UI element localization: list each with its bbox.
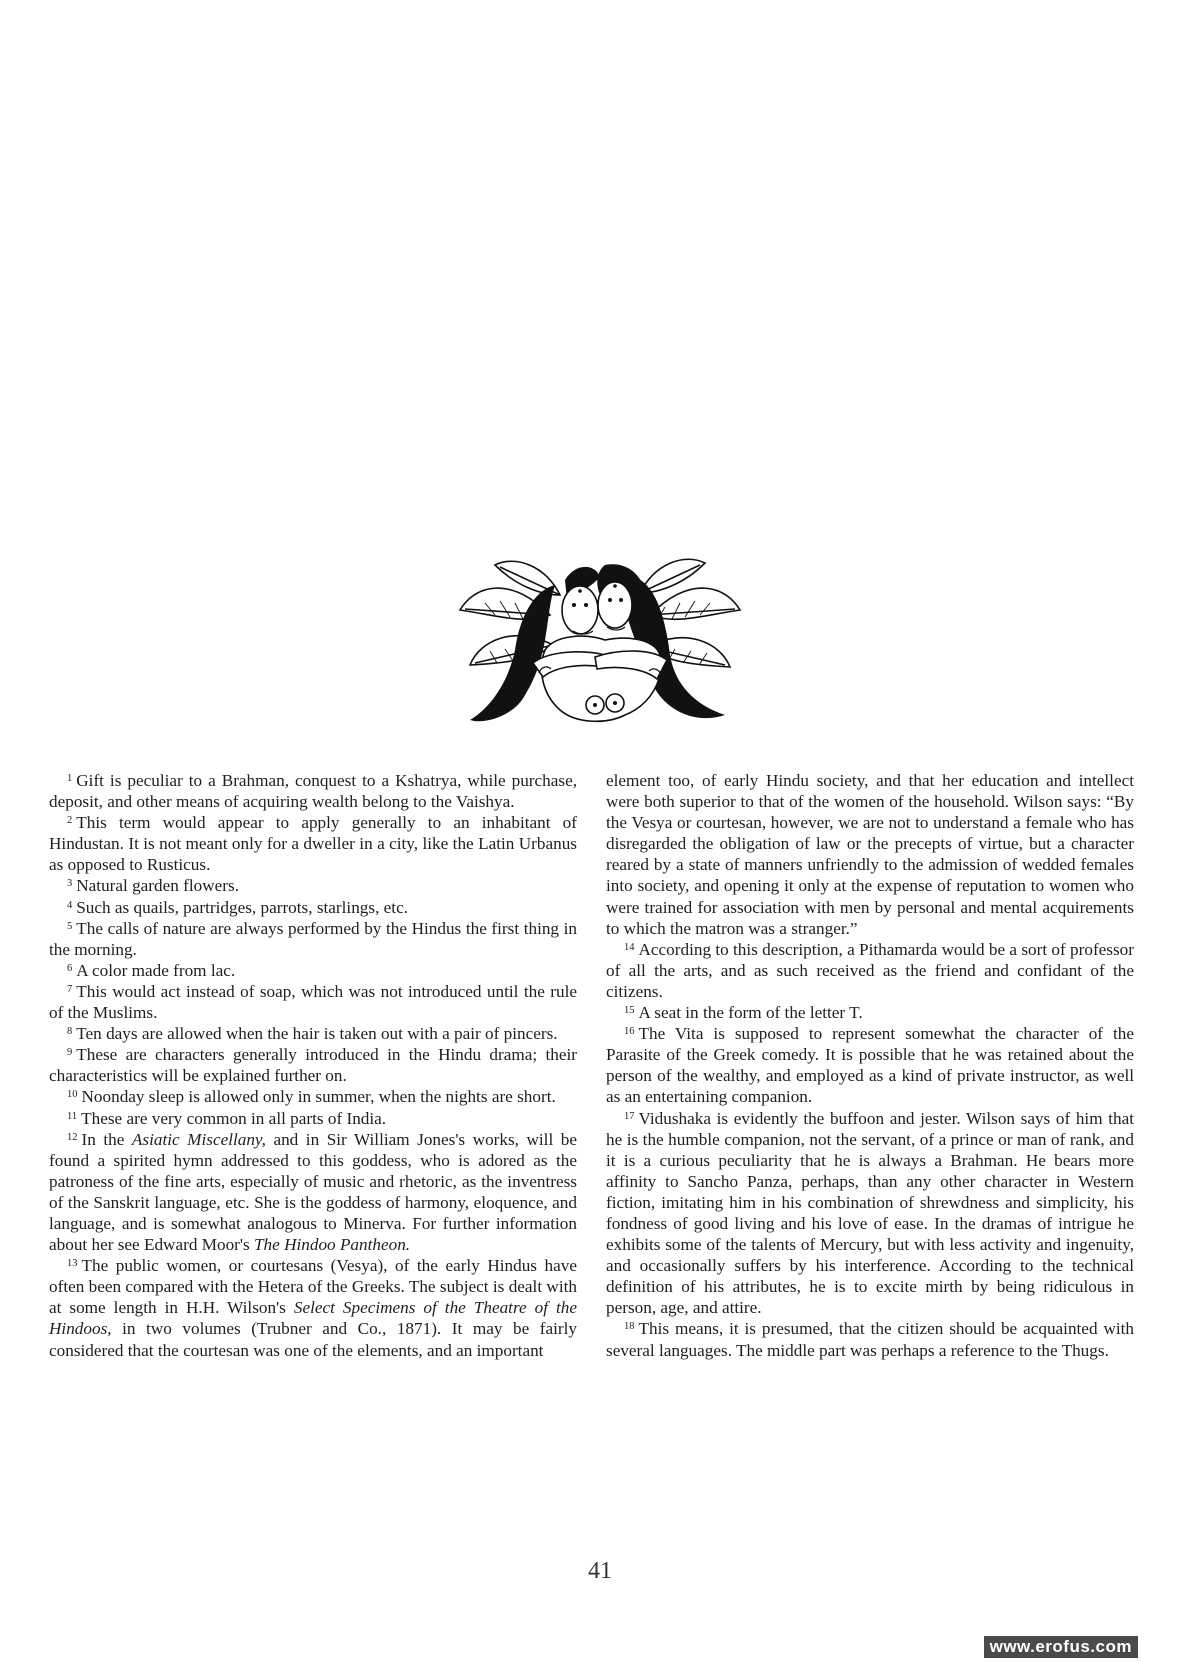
footnotes-left-column: [49, 770, 577, 1361]
footnote-number: 14: [624, 941, 635, 953]
footnote-number: 2: [67, 815, 73, 827]
footnote-text: and in Sir William Jones's works, will be found a spirited hymn addressed to this goddess, who is adored as the patroness of the fine arts, especially of music and rhetoric, as the inventress of the Sanskrit language, etc. She is the goddess of harmony, eloquence, and language, and is somewhat analogous to Minerva. For further information about her see Edward Moor's: [49, 1129, 577, 1255]
footnote-number: 1: [67, 773, 73, 784]
footnote-5: [49, 918, 577, 960]
footnote-number: 12: [67, 1131, 78, 1143]
line-art-figures-among-leaves: [455, 555, 745, 740]
footnote-13-continuation: element too, of early Hindu society, and that her education and intellect were both superior to that of the women of the household. Wilson says: “By the Vesya or courtesan, however, we are not to understand a female who has disregarded the obligation of law or the precepts of virtue, but a character reared by a state of manners unfriendly to the admission of wedded females into society, and opening it only at the expense of reputation to women who were trained for association with men by personal and mental acquirements to which the matron was a stranger.”: [606, 771, 1134, 938]
footnote-9: [49, 1044, 577, 1086]
footnote-text: According to this description, a Pithamarda would be a sort of professor of all the arts, and as such received as the friend and confidant of the citizens.: [606, 939, 1134, 1001]
footnote-number: 8: [67, 1026, 73, 1038]
footnote-text: Vidushaka is evidently the buffoon and jester. Wilson says of him that he is the humble companion, not the servant, of a prince or man of rank, and it is a curious peculiarity that he is always a Brahman. He bears more affinity to Sancho Panza, perhaps, than any other character in Western fiction, imitating him in his combination of shrewdness and simplicity, his fondness of good living and his love of ease. In the dramas of intrigue he exhibits some of the talents of Mercury, but with less activity and ingenuity, and occasionally suffers by his interference. According to the technical definition of his attributes, he is to excite mirth by being ridiculous in person, age, and attire.: [606, 1108, 1134, 1318]
footnote-12: [49, 1129, 577, 1256]
footnote-text: Noonday sleep is allowed only in summer, when the nights are short.: [81, 1087, 556, 1107]
footnote-16: [606, 1023, 1134, 1107]
footnote-number: 3: [67, 878, 73, 890]
footnote-number: 11: [67, 1110, 78, 1122]
footnote-3: [49, 875, 577, 896]
footnote-text: Natural garden flowers.: [76, 876, 239, 896]
footnote-number: 9: [67, 1047, 73, 1059]
footnote-number: 18: [624, 1321, 635, 1333]
footnote-number: 15: [624, 1005, 635, 1017]
footnote-8: [49, 1023, 577, 1044]
footnote-text: These are very common in all parts of India.: [81, 1108, 387, 1128]
footnote-number: 16: [624, 1026, 635, 1038]
footnote-text: This would act instead of soap, which was not introduced until the rule of the Muslims.: [49, 981, 577, 1023]
footnote-6: [49, 960, 577, 981]
footnotes-right-column: [606, 770, 1134, 1361]
footnote-1: [49, 770, 577, 812]
footnote-text: The public women, or courtesans (Vesya), of the early Hindus have often been compared with the Hetera of the Greeks. The subject is dealt with at some length in H.H. Wilson's: [49, 1256, 577, 1318]
footnote-text: This means, it is presumed, that the citizen should be acquainted with several languages. The middle part was perhaps a reference to the Thugs.: [606, 1319, 1134, 1360]
footnote-7: [49, 981, 577, 1023]
site-watermark: www.erofus.com: [984, 1636, 1138, 1658]
book-title: The Hindoo Pantheon.: [254, 1235, 411, 1255]
footnote-2: [49, 812, 577, 875]
footnote-14: [606, 939, 1134, 1002]
footnote-number: 10: [67, 1089, 78, 1101]
footnote-text: Such as quails, partridges, parrots, starlings, etc.: [76, 897, 408, 917]
footnote-text: A seat in the form of the letter T.: [638, 1003, 863, 1023]
book-title: Asiatic Miscellany,: [131, 1129, 266, 1149]
footnote-number: 7: [67, 983, 73, 995]
footnote-text: The calls of nature are always performed by the Hindus the first thing in the morning.: [49, 918, 577, 959]
footnote-17: [606, 1108, 1134, 1319]
footnote-text: These are characters generally introduced in the Hindu drama; their characteristics will be explained further on.: [49, 1045, 577, 1086]
footnote-number: 13: [67, 1258, 78, 1270]
footnote-4: [49, 897, 577, 918]
footnote-text: Gift is peculiar to a Brahman, conquest to a Kshatrya, while purchase, deposit, and other means of acquiring wealth belong to the Vaishya.: [49, 771, 577, 812]
footnote-15: [606, 1002, 1134, 1023]
footnote-number: 6: [67, 962, 73, 974]
footnote-text: A color made from lac.: [76, 960, 236, 980]
footnote-number: 4: [67, 899, 73, 911]
footnote-number: 17: [624, 1110, 635, 1122]
footnote-text: In the: [81, 1129, 132, 1149]
book-title: Select Specimens of the Theatre of the Hindoos,: [49, 1298, 577, 1339]
embracing-couple-illustration: [455, 555, 745, 740]
footnote-18: [606, 1318, 1134, 1360]
page-number: 41: [588, 1558, 612, 1584]
footnote-text: This term would appear to apply generally to an inhabitant of Hindustan. It is not meant only for a dweller in a city, like the Latin Urbanus as opposed to Rusticus.: [49, 813, 577, 875]
footnote-text: Ten days are allowed when the hair is taken out with a pair of pincers.: [76, 1024, 558, 1044]
footnote-13: [49, 1255, 577, 1360]
footnote-text: The Vita is supposed to represent somewhat the character of the Parasite of the Greek comedy. It is possible that he was retained about the person of the wealthy, and employed as a kind of private instructor, as well as an entertaining companion.: [606, 1024, 1134, 1107]
footnote-text: in two volumes (Trubner and Co., 1871). It may be fairly considered that the courtesan was one of the elements, and an important: [49, 1319, 577, 1360]
footnote-11: [49, 1108, 577, 1129]
footnote-number: 5: [67, 920, 73, 932]
footnote-10: [49, 1086, 577, 1107]
